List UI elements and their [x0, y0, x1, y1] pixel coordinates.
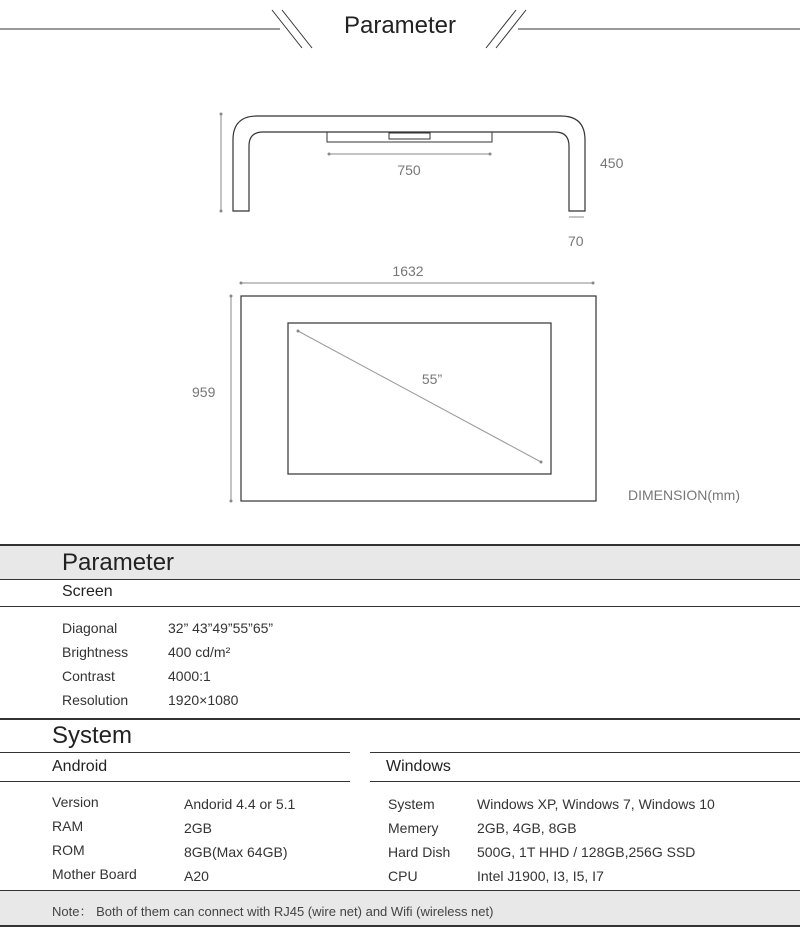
spec-label: CPU [388, 868, 418, 884]
windows-row-system [388, 796, 788, 814]
spec-label: Memery [388, 820, 439, 836]
top-view-outline [241, 296, 596, 501]
total-height-label: 959 [192, 384, 216, 400]
spec-label: ROM [52, 842, 85, 858]
screen-row-diagonal [62, 620, 462, 638]
units-label: DIMENSION(mm) [628, 487, 740, 503]
android-row-ram [52, 818, 362, 836]
note-text: Note： Both of them can connect with RJ45 (wire net) and Wifi (wireless net) [52, 904, 494, 919]
spec-value: Windows XP, Windows 7, Windows 10 [477, 796, 715, 812]
note-bar [0, 890, 800, 927]
screen-size-label: 55” [421, 371, 443, 387]
spec-label: Version [52, 794, 99, 810]
spec-label: Hard Dish [388, 844, 451, 860]
windows-heading: Windows [386, 758, 451, 775]
windows-row-cpu [388, 868, 788, 886]
spec-label: System [388, 796, 435, 812]
spec-label: RAM [52, 818, 84, 834]
android-row-rom [52, 842, 362, 860]
parameter-header [0, 544, 800, 580]
spec-value: Andorid 4.4 or 5.1 [184, 796, 296, 812]
spec-label: Contrast [62, 668, 115, 684]
system-header [0, 718, 800, 753]
spec-value: 4000:1 [168, 668, 211, 684]
spec-value: A20 [184, 868, 209, 884]
page-title: Parameter [343, 12, 457, 39]
spec-value: 400 cd/m² [168, 644, 231, 660]
screen-row-brightness [62, 644, 462, 662]
spec-value: 8GB(Max 64GB) [184, 844, 288, 860]
parameter-title: Parameter [62, 549, 175, 576]
spec-value: 2GB [184, 820, 213, 836]
android-header [0, 752, 350, 782]
spec-value: 500G, 1T HHD / 128GB,256G SSD [477, 844, 696, 860]
total-width-label: 1632 [392, 263, 424, 279]
spec-value: Intel J1900, I3, I5, I7 [477, 868, 604, 884]
spec-value: 1920×1080 [168, 692, 239, 708]
screen-header [0, 578, 800, 607]
windows-row-memory [388, 820, 788, 838]
screen-heading: Screen [62, 583, 113, 600]
screen-diagonal [298, 331, 541, 462]
system-title: System [52, 722, 133, 749]
screen-row-resolution [62, 692, 462, 710]
android-row-motherboard [52, 866, 362, 884]
windows-row-harddisk [388, 844, 788, 862]
spec-label: Mother Board [52, 866, 137, 882]
height-label: 450 [600, 155, 624, 171]
spec-label: Brightness [62, 644, 129, 660]
dimension-diagram [0, 100, 800, 520]
screen-row-contrast [62, 668, 462, 686]
windows-header [370, 752, 800, 782]
spec-value: 32” 43”49”55”65” [168, 620, 274, 636]
side-width-label: 750 [397, 162, 421, 178]
side-view-slot [389, 133, 430, 139]
spec-label: Diagonal [62, 620, 118, 636]
spec-label: Resolution [62, 692, 129, 708]
android-heading: Android [52, 758, 108, 775]
leg-depth-label: 70 [568, 233, 584, 249]
top-view-screen [288, 323, 551, 474]
android-row-version [52, 794, 362, 812]
spec-value: 2GB, 4GB, 8GB [477, 820, 577, 836]
